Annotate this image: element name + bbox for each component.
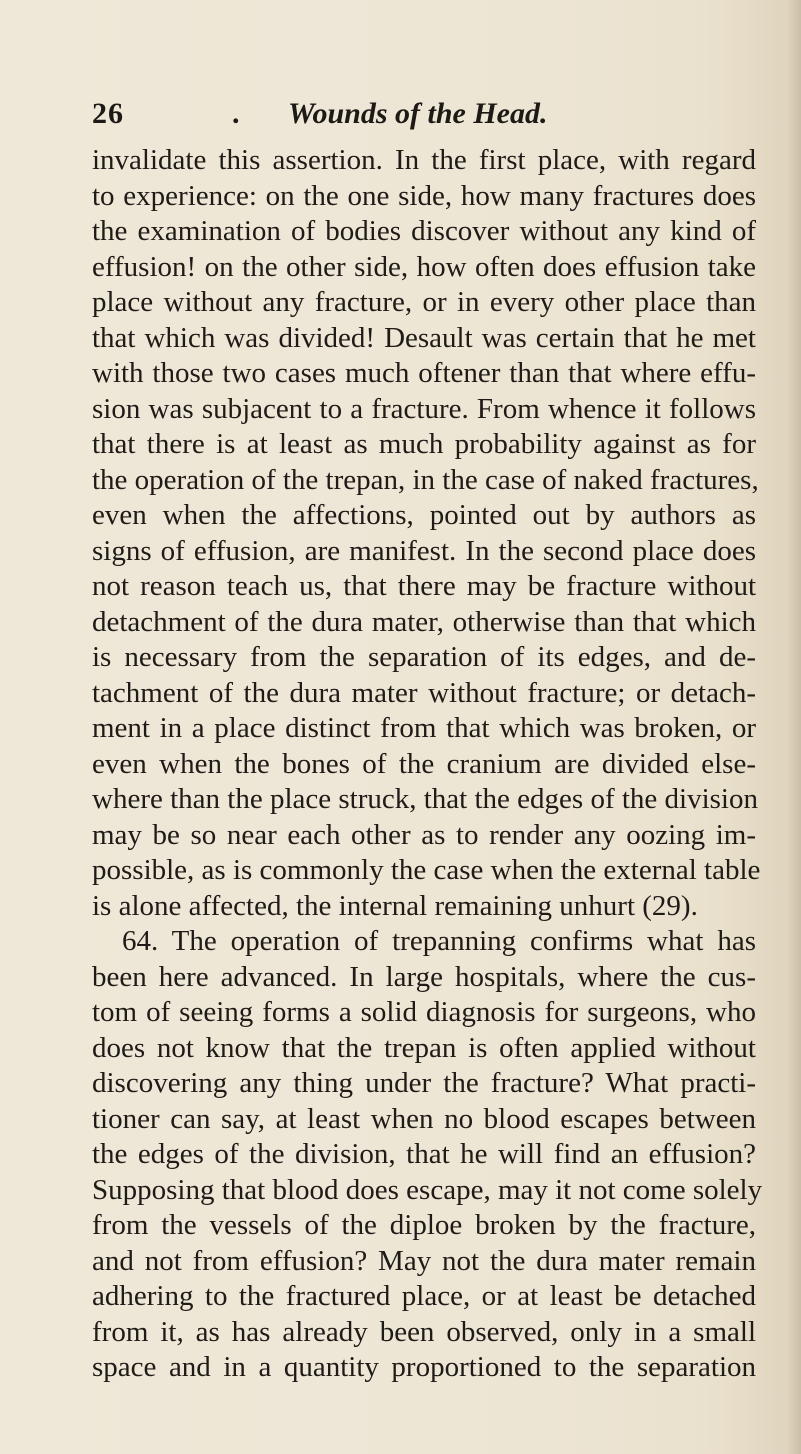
page-edge-shadow <box>787 0 801 1454</box>
text-line: not reason teach us, that there may be fracture without <box>92 570 756 602</box>
text-line: that which was divided! Desault was certain that he met <box>92 321 756 354</box>
text-line: to experience: on the one side, how many fractures does <box>92 179 756 212</box>
body-text <box>92 143 763 1386</box>
text-line: effusion! on the other side, how often does effusion take <box>92 250 756 283</box>
text-line: is necessary from the separation of its edges, and de- <box>92 641 756 673</box>
text-line: ment in a place distinct from that which was broken, or <box>92 712 756 744</box>
running-title: Wounds of the Head. <box>288 97 548 130</box>
text-line: is alone affected, the internal remaining unhurt (29). <box>92 889 698 922</box>
text-line: tachment of the dura mater without fracture; or detach- <box>92 676 756 709</box>
text-line: adhering to the fractured place, or at least be detached <box>92 1280 756 1312</box>
text-line: where than the place struck, that the edges of the division <box>92 783 758 815</box>
text-line: from the vessels of the diploe broken by the fracture, <box>92 1209 756 1241</box>
text-line: space and in a quantity proportioned to the separation <box>92 1351 756 1383</box>
text-line: been here advanced. In large hospitals, where the cus- <box>92 960 756 993</box>
text-line: Supposing that blood does escape, may it not come solely <box>92 1173 763 1206</box>
text-line: the examination of bodies discover without any kind of <box>92 215 756 247</box>
page-number: 26 <box>92 97 124 130</box>
text-line: possible, as is commonly the case when the external table <box>92 854 761 886</box>
text-line: tioner can say, at least when no blood escapes between <box>92 1102 756 1135</box>
text-line: discovering any thing under the fracture? What practi- <box>92 1067 756 1099</box>
text-line: with those two cases much oftener than that where effu- <box>92 357 756 389</box>
text-line: place without any fracture, or in every other place than <box>92 286 756 318</box>
page-header <box>92 97 672 137</box>
text-line: tom of seeing forms a solid diagnosis for surgeons, who <box>92 996 756 1028</box>
text-line: sion was subjacent to a fracture. From whence it follows <box>92 392 756 425</box>
text-line: may be so near each other as to render any oozing im- <box>92 818 756 851</box>
text-line: the edges of the division, that he will find an effusion? <box>92 1138 756 1170</box>
paragraph-start-line: 64. The operation of trepanning confirms what has <box>122 925 756 957</box>
text-line: signs of effusion, are manifest. In the second place does <box>92 534 756 567</box>
text-line: detachment of the dura mater, otherwise than that which <box>92 605 756 638</box>
text-line: does not know that the trepan is often applied without <box>92 1031 756 1064</box>
text-line: the operation of the trepan, in the case of naked fractures, <box>92 463 759 496</box>
text-line: even when the bones of the cranium are divided else- <box>92 747 756 780</box>
text-line: that there is at least as much probability against as for <box>92 428 756 460</box>
text-line: from it, as has already been observed, only in a small <box>92 1315 756 1348</box>
text-line: even when the affections, pointed out by authors as <box>92 499 756 531</box>
text-line: invalidate this assertion. In the first place, with regard <box>92 144 756 176</box>
header-separator: . <box>232 97 240 130</box>
text-line: and not from effusion? May not the dura mater remain <box>92 1244 756 1277</box>
